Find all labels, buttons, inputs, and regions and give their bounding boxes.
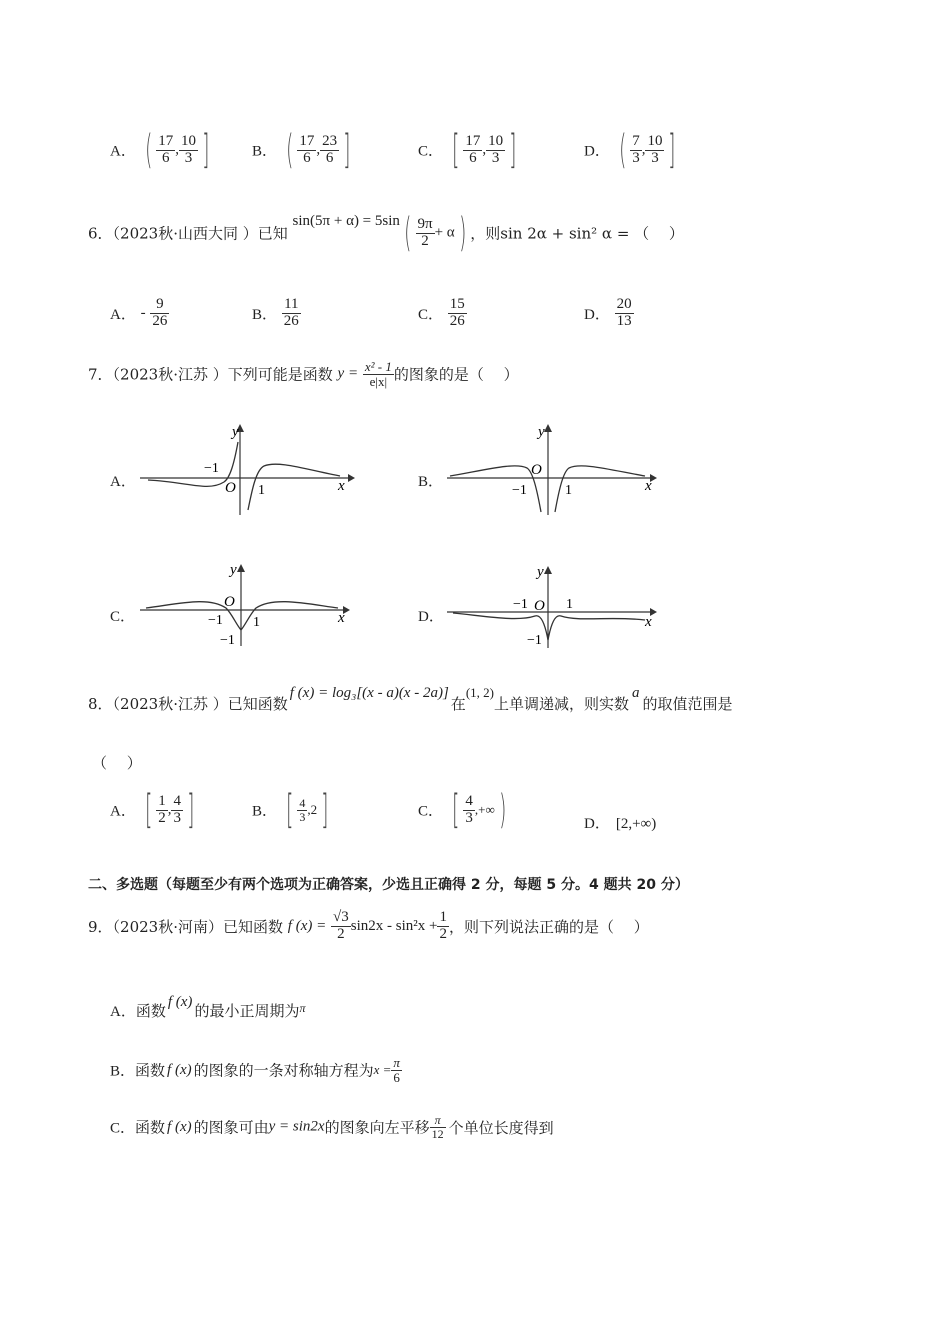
q7-stem: 7．（2023秋·江苏 ）下列可能是函数 y = $\frac{\text{x² - 1}}{e|x|}$ 的图象的是（ ） (88, 359, 519, 389)
q9-option-c[interactable]: C．函数 f (x) 的图象可由y = sin2x的图象向左平移 $\frac{\pi}{12}$ 个单位长度得到 (110, 1113, 554, 1141)
one-label: 1 (253, 615, 260, 630)
origin-label: O (224, 594, 235, 610)
q8-option-b[interactable]: B． [ $\frac{4}{3}$ ,2 ] (252, 787, 329, 833)
origin-label: O (225, 480, 236, 496)
neg-one-label: −1 (204, 461, 219, 476)
x-label: x (338, 610, 345, 626)
q8-option-d[interactable]: D． [2,+∞) (584, 816, 657, 832)
q6-option-a[interactable]: A． - $\frac{9}{26}$ (110, 296, 168, 329)
x-label: x (645, 478, 652, 494)
curve (146, 602, 338, 630)
q7-option-b-label[interactable]: B． (418, 474, 444, 490)
neg-one-label: −1 (513, 597, 528, 612)
q5-option-d[interactable]: D． ( $\frac{7}{3}$ , $\frac{10}{3}$ ] (584, 127, 676, 173)
q7-graph-a[interactable] (138, 420, 358, 520)
neg-one-label: −1 (208, 613, 223, 628)
q6-option-c[interactable]: C． $\frac{15}{26}$ (418, 296, 465, 329)
x-axis-arrow (348, 474, 355, 482)
y-label: y (537, 564, 544, 580)
one-label: 1 (565, 483, 572, 498)
x-label: x (338, 478, 345, 494)
q6-option-b[interactable]: B． $\frac{11}{26}$ (252, 296, 299, 329)
neg-one-label: −1 (512, 483, 527, 498)
one-label: 1 (566, 597, 573, 612)
q7-option-a-label[interactable]: A． (110, 474, 136, 490)
y-axis-arrow (544, 424, 552, 432)
neg-one-y-label: −1 (527, 633, 542, 648)
q8-stem: 8．（2023秋·江苏 ）已知函数f (x) = log₃[(x - a)(x - 2a)]在(1, 2)上单调递减，则实数a的取值范围是 (88, 685, 733, 713)
y-label: y (232, 424, 239, 440)
q9-stem: 9．（2023秋·河南）已知函数 f (x) = $\frac{√3}{2}$ sin2x - sin²x + $\frac{1}{2}$ ，则下列说法正确的是（ ） (88, 909, 649, 942)
q7-option-c-label[interactable]: C． (110, 609, 136, 625)
curve-left (450, 466, 541, 512)
curve (453, 613, 645, 640)
one-label: 1 (258, 483, 265, 498)
q5-option-b[interactable]: B． ( $\frac{17}{6}$ , $\frac{23}{6}$ ] (252, 127, 351, 173)
q6-option-d[interactable]: D． $\frac{20}{13}$ (584, 296, 632, 329)
y-axis-arrow (237, 564, 245, 572)
neg-one-y-label: −1 (220, 633, 235, 648)
q6-stem: 6．（2023秋·山西大同 ）已知 sin(5π + α) = 5sin ( $\frac{9\pi}{2}$ + α ) ，则sin 2α + sin² α = （ ） (88, 210, 684, 256)
origin-label: O (534, 598, 545, 614)
q9-option-a[interactable]: A．函数 f (x) 的最小正周期为$^\pi$ (110, 994, 306, 1020)
section-2-title: 二、多选题（每题至少有两个选项为正确答案，少选且正确得 2 分，每题 5 分。4 题共 20 分） (88, 877, 689, 893)
q5-option-c[interactable]: C． [ $\frac{17}{6}$ , $\frac{10}{3}$ ] (418, 127, 517, 173)
x-label: x (645, 614, 652, 630)
y-axis-arrow (544, 566, 552, 574)
q7-graph-c[interactable] (138, 558, 358, 653)
q8-option-c[interactable]: C． [ $\frac{4}{3}$ ,+∞ ) (418, 787, 507, 833)
q5-option-a[interactable]: A． ( $\frac{17}{6}$ , $\frac{10}{3}$ ] (110, 127, 210, 173)
q7-graph-d[interactable] (445, 560, 665, 653)
q7-graph-b[interactable] (445, 420, 665, 520)
q8-answer-blank: （ ） (92, 754, 142, 772)
y-label: y (538, 424, 545, 440)
q7-option-d-label[interactable]: D． (418, 609, 444, 625)
y-label: y (230, 562, 237, 578)
origin-label: O (531, 462, 542, 478)
q8-option-a[interactable]: A． [ $\frac{1}{2}$ , $\frac{4}{3}$ ] (110, 787, 195, 833)
q9-option-b[interactable]: B．函数 f (x) 的图象的一条对称轴方程为x = $\frac{\pi}{6}$ (110, 1055, 400, 1085)
